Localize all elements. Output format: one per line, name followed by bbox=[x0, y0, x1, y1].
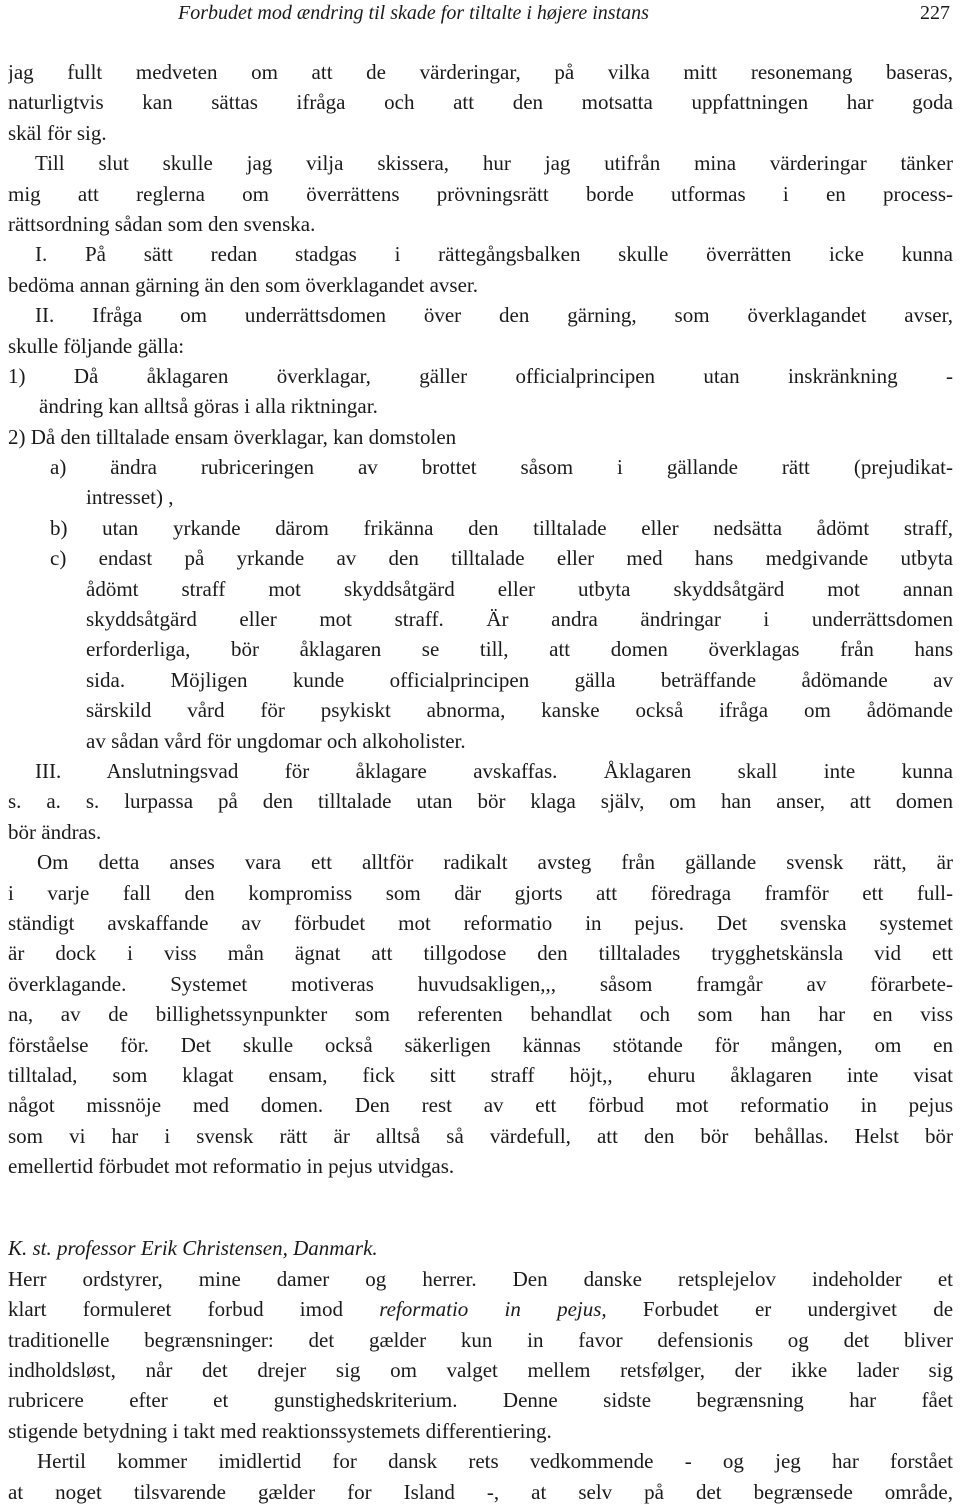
page-body bbox=[8, 57, 953, 1507]
text-line: intresset) , bbox=[86, 485, 174, 510]
text-line: indholdsløst, når det drejer sig om valget mellem retsfølger, der ikke lader sig bbox=[8, 1358, 953, 1383]
text-line: erforderliga, bör åklagaren se till, att domen överklagas från hans bbox=[86, 637, 953, 662]
text-line: naturligtvis kan sättas ifråga och att den motsatta uppfattningen har goda bbox=[8, 90, 953, 115]
section-II bbox=[8, 300, 953, 361]
text-line: skäl för sig. bbox=[8, 120, 107, 145]
text-line: bör ändras. bbox=[8, 819, 102, 844]
text-line: I. På sätt redan stadgas i rättegångsbalken skulle överrätten icke kunna bbox=[35, 242, 953, 267]
text-line: b) utan yrkande därom frikänna den tilltalade eller nedsätta ådömt straff, bbox=[50, 515, 953, 540]
text-line: s. a. s. lurpassa på den tilltalade utan bör klaga själv, om han anser, att domen bbox=[8, 789, 953, 814]
text-line: ständigt avskaffande av förbudet mot reformatio in pejus. Det svenska systemet bbox=[8, 910, 953, 935]
text-line: är dock i viss mån ägnat att tillgodose den tilltalades trygghetskänsla vid ett bbox=[8, 941, 953, 966]
text-line: sida. Möjligen kunde officialprincipen gälla beträffande ådömande av bbox=[86, 667, 953, 692]
text-line: II. Ifråga om underrättsdomen över den gärning, som överklagandet avser, bbox=[35, 303, 953, 328]
text-line: ändring kan alltså göras i alla riktningar. bbox=[39, 394, 378, 419]
text-line: skulle följande gälla: bbox=[8, 333, 185, 358]
text-line: III. Anslutningsvad för åklagare avskaffas. Åklagaren skall inte kunna bbox=[35, 758, 953, 783]
text-run: klart formuleret forbud imod bbox=[8, 1297, 380, 1322]
text-line: tilltalad, som klagat ensam, fick sitt straff höjt,, ehuru åklagaren inte visat bbox=[8, 1062, 953, 1087]
text-line: Herr ordstyrer, mine damer og herrer. Den danske retsplejelov indeholder et bbox=[8, 1266, 953, 1291]
paragraph-conclusion bbox=[8, 847, 953, 1181]
text-line: c) endast på yrkande av den tilltalade eller med hans medgivande utbyta bbox=[50, 546, 953, 571]
text-line: Till slut skulle jag vilja skissera, hur jag utifrån mina värderingar tänker bbox=[35, 151, 953, 176]
text-line bbox=[8, 1294, 953, 1324]
text-line: förståelse för. Det skulle också säkerligen kännas stötande för mången, om en bbox=[8, 1032, 953, 1057]
section-I bbox=[8, 239, 953, 300]
text-line: jag fullt medveten om att de värderingar, på vilka mitt resonemang baseras, bbox=[8, 60, 953, 84]
page-header bbox=[0, 0, 960, 30]
paragraph-proposal-intro bbox=[8, 148, 953, 239]
paragraph-danish-intro bbox=[8, 1264, 953, 1446]
paragraph-danish-iceland bbox=[8, 1446, 953, 1507]
text-line: något missnöje med domen. Den rest av ett förbud mot reformatio in pejus bbox=[8, 1093, 953, 1118]
text-line: skyddsåtgärd eller mot straff. Är andra ändringar i underrättsdomen bbox=[86, 607, 953, 632]
paragraph-values bbox=[8, 57, 953, 148]
text-line: mig att reglerna om överrättens prövningsrätt borde utformas i en process- bbox=[8, 181, 953, 206]
text-line: som vi har i svensk rätt är alltså så värdefull, att den bör behållas. Helst bör bbox=[8, 1123, 953, 1148]
latin-term: reformatio in pejus, bbox=[379, 1297, 607, 1322]
text-line: ådömt straff mot skyddsåtgärd eller utbyta skyddsåtgärd mot annan bbox=[86, 576, 953, 601]
list-item-1 bbox=[8, 361, 953, 422]
running-title: Forbudet mod ændring til skade for tiltalte i højere instans bbox=[178, 2, 649, 24]
text-line: överklagande. Systemet motiveras huvudsakligen,,, såsom framgår av förarbete- bbox=[8, 971, 953, 996]
text-line: stigende betydning i takt med reaktionssystemets differentiering. bbox=[8, 1418, 552, 1443]
list-item-2a bbox=[8, 452, 953, 513]
speaker-heading: K. st. professor Erik Christensen, Danmark. bbox=[8, 1236, 378, 1261]
text-line: 1) Då åklagaren överklagar, gäller officialprincipen utan inskränkning - bbox=[8, 363, 953, 388]
page-number: 227 bbox=[920, 2, 950, 24]
text-line: bedöma annan gärning än den som överklagandet avser. bbox=[8, 272, 479, 297]
text-line: Om detta anses vara ett alltför radikalt avsteg från gällande svensk rätt, är bbox=[37, 850, 953, 875]
list-item-2 bbox=[8, 422, 953, 452]
text-line: i varje fall den kompromiss som där gjorts att föredraga framför ett full- bbox=[8, 880, 953, 905]
text-line: rättsordning sådan som den svenska. bbox=[8, 211, 316, 236]
text-line: na, av de billighetssynpunkter som referenten behandlat och som han har en viss bbox=[8, 1002, 953, 1027]
text-line: traditionelle begrænsninger: det gælder kun in favor defensionis og det bliver bbox=[8, 1327, 953, 1352]
text-line: emellertid förbudet mot reformatio in pejus utvidgas. bbox=[8, 1154, 455, 1179]
text-line: av sådan vård för ungdomar och alkoholister. bbox=[86, 728, 466, 753]
list-item-2c bbox=[8, 543, 953, 756]
text-line: at noget tilsvarende gælder for Island -, at selv på det begrænsede område, bbox=[8, 1479, 953, 1504]
section-gap bbox=[8, 1181, 953, 1233]
section-III bbox=[8, 756, 953, 847]
text-line: 2) Då den tilltalade ensam överklagar, kan domstolen bbox=[8, 424, 457, 449]
text-line: Hertil kommer imidlertid for dansk rets vedkommende - og jeg har forstået bbox=[37, 1449, 953, 1474]
text-line: rubricere efter et gunstighedskriterium. Denne sidste begrænsning har fået bbox=[8, 1388, 953, 1413]
text-run: Forbudet er undergivet de bbox=[606, 1297, 953, 1322]
text-line: a) ändra rubriceringen av brottet såsom i gällande rätt (prejudikat- bbox=[50, 455, 953, 480]
text-line: särskild vård för psykiskt abnorma, kanske också ifråga om ådömande bbox=[86, 698, 953, 723]
list-item-2b bbox=[8, 513, 953, 543]
